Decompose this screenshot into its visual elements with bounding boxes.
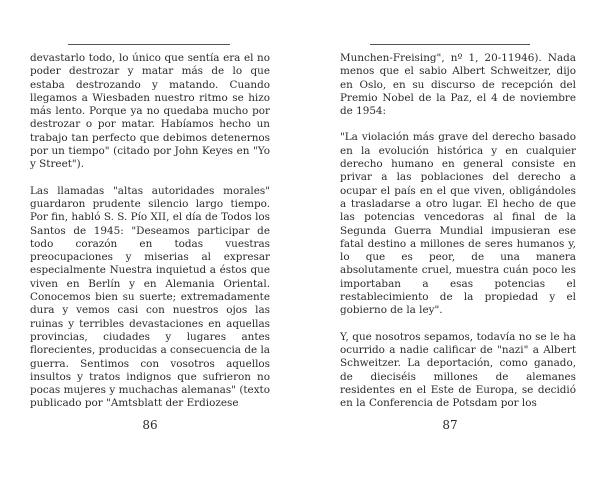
page-number: 86 [142,418,158,432]
left-page-text [30,52,270,424]
paragraph: devastarlo todo, lo único que sentía era el no poder destrozar y matar más de lo que estaba destrozando y matando. Cuando llegamos a Wiesbaden nuestro ritmo se hizo más lento. Porque ya no quedaba mucho por destrozar o por matar. Habíamos hecho un trabajo tan perfecto que debimos detenernos por un tiempo" (citado por John Keyes en "Yo y Street"). [30,52,270,171]
paragraph: "La violación más grave del derecho basado en la evolución histórica y en cualquier derecho humano en general consiste en privar a las poblaciones del derecho a ocupar el país en el que viven, obligándoles a trasladarse a otro lugar. El hecho de que las potencias vencedoras al final de la Segunda Guerra Mundial impusieran ese fatal destino a millones de seres humanos y, lo que es peor, de una manera absolutamente cruel, muestra cuán poco les importaban a esas potencias el restablecimiento de la propiedad y el gobierno de la ley". [340,131,576,317]
page-number: 87 [442,418,458,432]
header-rule [370,44,530,45]
header-rule [68,44,230,45]
paragraph: Munchen-Freising", nº 1, 20-11946). Nada menos que el sabio Albert Schweitzer, dijo en Oslo, en su discurso de recepción del Premio Nobel de la Paz, el 4 de noviembre de 1954: [340,52,576,118]
right-page-text [340,52,576,423]
paragraph: Y, que nosotros sepamos, todavía no se le ha ocurrido a nadie calificar de "nazi" a Albert Schweitzer. La deportación, como ganado, de dieciséis millones de alemanes residentes en el Este de Europa, se decidió en la Conferencia de Potsdam por los [340,330,576,410]
right-page [300,0,600,485]
paragraph: Las llamadas "altas autoridades morales" guardaron prudente silencio largo tiempo. Por fin, habló S. S. Pío XII, el día de Todos los Santos de 1945: "Deseamos participar de todo corazón en todas vuestras preocupaciones y miserias al expresar especialmente Nuestra inquietud a éstos que viven en Berlín y en Alemania Oriental. Conocemos bien su suerte; extremadamente dura y vemos casi con nuestros ojos las ruinas y terribles devastaciones en aquellas provincias, ciudades y lugares antes florecientes, producidas a consecuencia de la guerra. Sentimos con vosotros aquellos insultos y tratos indignos que sufrieron no pocas mujeres y muchachas alemanas" (texto publicado por "Amtsblatt der Erdiozese [30,184,270,410]
